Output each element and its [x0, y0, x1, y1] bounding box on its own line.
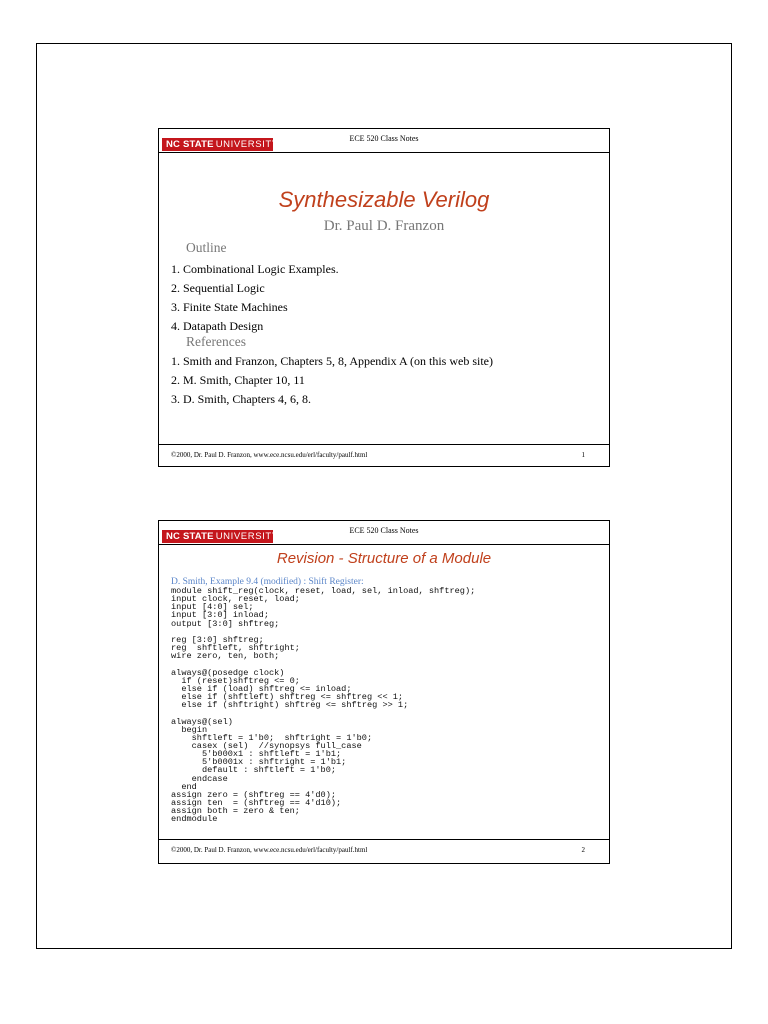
reference-item: 1. Smith and Franzon, Chapters 5, 8, Appendix A (on this web site) — [171, 354, 493, 368]
course-title: ECE 520 Class Notes — [349, 134, 419, 143]
outline-item: 3. Finite State Machines — [171, 300, 288, 314]
slide-2 — [158, 520, 610, 864]
example-caption: D. Smith, Example 9.4 (modified) : Shift Register: — [171, 577, 364, 587]
logo-bold-text: NC STATE — [166, 139, 214, 150]
author-name: Dr. Paul D. Franzon — [323, 218, 445, 234]
header-divider — [159, 544, 609, 545]
footer-copyright: ©2000, Dr. Paul D. Franzon, www.ece.ncsu.edu/erl/faculty/paulf.html — [171, 846, 368, 854]
slide-title: Synthesizable Verilog — [278, 187, 490, 212]
slide-1 — [158, 128, 610, 467]
verilog-code-block: module shift_reg(clock, reset, load, sel, inload, shftreg); input clock, reset, load; input [4:0] sel; input [3:0] inload; output [3:0] shftreg; reg [3:0] shftreg; reg shftleft, shftright; wire zero, ten, both; always@(posedge clock) if (reset)shftreg <= 0; else if (load) shftreg <= inload; else if (shftleft) shftreg <= shftreg << 1; else if (shftright) shftreg <= shftreg >> 1; always@(sel) begin shftleft = 1'b0; shftright = 1'b0; casex (sel) //synopsys full_case 5'b000x1 : shftleft = 1'b1; 5'b0001x : shftright = 1'b1; default : shftleft = 1'b0; endcase end assign zero = (shftreg == 4'd0); assign ten = (shftreg == 4'd10); assign both = zero & ten; endmodule — [171, 586, 476, 825]
course-title: ECE 520 Class Notes — [349, 526, 419, 535]
logo-light-text: UNIVERSITY — [215, 531, 279, 542]
header-divider — [159, 152, 609, 153]
outline-heading: Outline — [186, 240, 227, 255]
logo-bold-text: NC STATE — [166, 531, 214, 542]
slide-title: Revision - Structure of a Module — [276, 550, 492, 567]
logo-light-text: UNIVERSITY — [215, 139, 279, 150]
outline-item: 1. Combinational Logic Examples. — [171, 262, 339, 276]
footer-divider — [159, 444, 609, 445]
page-number: 1 — [581, 451, 585, 459]
footer-divider — [159, 839, 609, 840]
references-heading: References — [186, 334, 246, 349]
page-number: 2 — [581, 846, 585, 854]
slide-header — [159, 129, 609, 153]
reference-item: 2. M. Smith, Chapter 10, 11 — [171, 373, 305, 387]
outline-item: 2. Sequential Logic — [171, 281, 265, 295]
footer-copyright: ©2000, Dr. Paul D. Franzon, www.ece.ncsu.edu/erl/faculty/paulf.html — [171, 451, 368, 459]
reference-item: 3. D. Smith, Chapters 4, 6, 8. — [171, 392, 311, 406]
outline-item: 4. Datapath Design — [171, 319, 264, 333]
slide-header — [159, 521, 609, 545]
